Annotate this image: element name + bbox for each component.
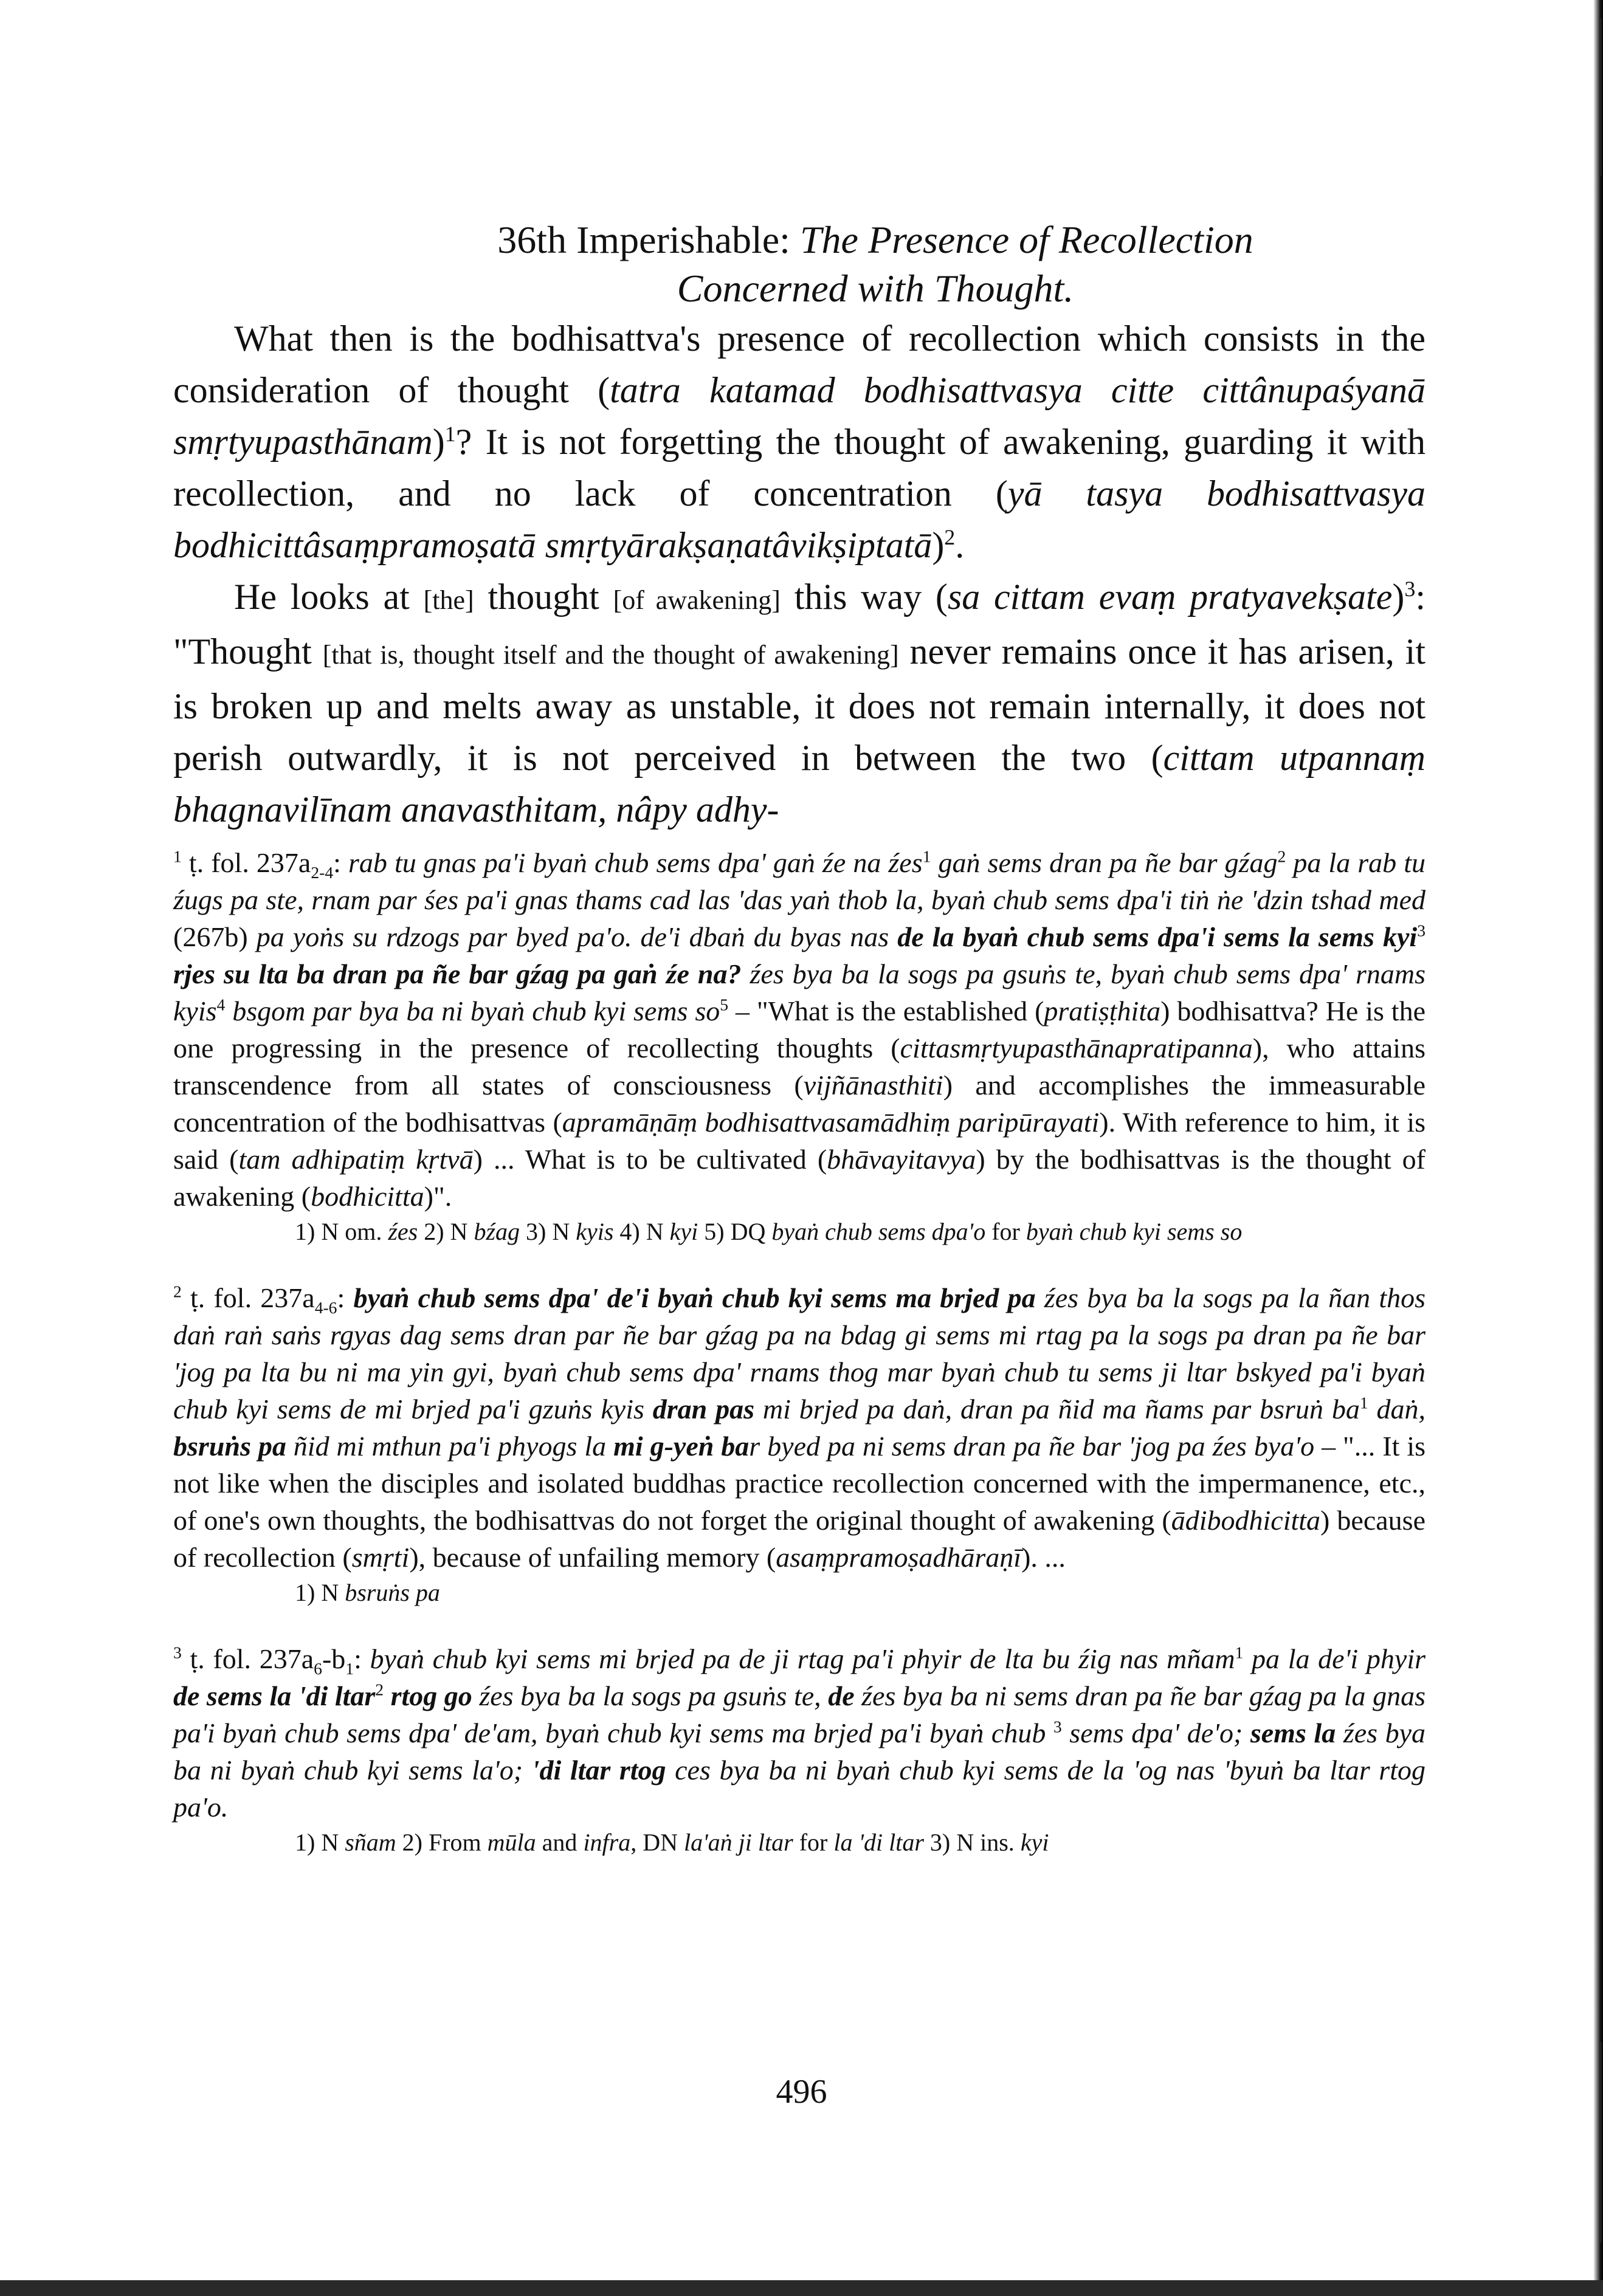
- footnote-3: $^3$ ṭ. fol. $237a_6-b_1$: byaṅ chub kyi sems mi brjed pa de ji rtag pa'i phyir de lta bu źig nas mñam$^1$ pa la de'i phyir de sems la 'di ltar$^2$ rtog go źes bya ba la sogs pa gsuṅs te, de źes bya ba ni sems dran pa ñe bar gźag pa la gnas pa'i byaṅ chub sems dpa' de'am, byaṅ chub kyi sems ma brjed pa'i byaṅ chub $^3$ sems dpa' de'o; sems la źes bya ba ni byaṅ chub kyi sems la'o; 'di ltar rtog ces bya ba ni byaṅ chub kyi sems de la 'og nas 'byuṅ ba ltar rtog pa'o. 1) N sñam 2) From mūla and infra, DN la'aṅ ji ltar for la 'di ltar 3) N ins. kyi: [173, 1640, 1425, 1860]
- footnote-3-variants: 1) N sñam 2) From mūla and infra, DN la'aṅ ji ltar for la 'di ltar 3) N ins. kyi: [295, 1829, 1049, 1856]
- scan-edge-mark: [1599, 18, 1602, 176]
- scan-bottom-strip: [0, 2280, 1603, 2296]
- page-number: 496: [776, 2073, 827, 2111]
- body-paragraph-2: He looks at [the] thought [of awakening] this way (sa cittam evaṃ pratyavekṣate)$^3$: "Thought [that is, thought itself and the thought of awakening] never remains once it has arisen, it is broken up and melts away as unstable, it does not remain internally, it does not perish outwardly, it is not perceived in between the two (cittam utpannaṃ bhagnavilīnam anavasthitam, nâpy adhy-: [173, 577, 1426, 830]
- heading-prefix: 36th Imperishable:: [497, 218, 800, 261]
- footnote-1: $^1$ ṭ. fol. $237a_{2-4}$: rab tu gnas pa'i byaṅ chub sems dpa' gaṅ źe na źes$^1$ gaṅ sems dran pa ñe bar gźag$^2$ pa la rab tu źugs pa ste, rnam par śes pa'i gnas thams cad las 'das yaṅ thob la, byaṅ chub sems dpa'i tiṅ ṅe 'dzin tshad med (267b) pa yoṅs su rdzogs par byed pa'o. de'i dbaṅ du byas nas de la byaṅ chub sems dpa'i sems la sems kyi$^3$ rjes su lta ba dran pa ñe bar gźag pa gaṅ źe na? źes bya ba la sogs pa gsuṅs te, byaṅ chub sems dpa' rnams kyis$^4$ bsgom par bya ba ni byaṅ chub kyi sems $so^5$ – "What is the established (pratiṣṭhita) bodhisattva? He is the one progressing in the presence of recollecting thoughts (cittasmṛtyupasthānapratipanna), who attains transcendence from all states of consciousness (vijñānasthiti) and accomplishes the immeasurable concentration of the bodhisattvas (apramāṇāṃ bodhisattvasamādhiṃ paripūrayati). With reference to him, it is said (tam adhipatiṃ kṛtvā) ... What is to be cultivated (bhāvayitavya) by the bodhisattvas is the thought of awakening (bodhicitta)". 1) N om. źes 2) N bźag 3) N kyis 4) N kyi 5) DQ byaṅ chub sems dpa'o for byaṅ chub kyi sems so: [173, 844, 1425, 1249]
- footnote-2-variants: 1) N bsruṅs pa: [295, 1579, 440, 1606]
- footnote-1-variants: 1) N om. źes 2) N bźag 3) N kyis 4) N kyi 5) DQ byaṅ chub sems dpa'o for byaṅ chub kyi sems so: [295, 1218, 1243, 1245]
- footnote-2: $^2$ ṭ. fol. $237a_{4-6}$: byaṅ chub sems dpa' de'i byaṅ chub kyi sems ma brjed pa źes bya ba la sogs pa la ñan thos daṅ raṅ saṅs rgyas dag sems dran par ñe bar gźag pa na bdag gi sems mi rtag pa la sogs pa dran pa ñe bar 'jog pa lta bu ni ma yin gyi, byaṅ chub sems dpa' rnams thog mar byaṅ chub tu sems ji ltar bskyed pa'i byaṅ chub kyi sems de mi brjed pa'i gzuṅs kyis dran pas mi brjed pa daṅ, dran pa ñid ma ñams par bsruṅ $ba^1$ daṅ, bsruṅs pa ñid mi mthun pa'i phyogs la mi g-yeṅ bar byed pa ni sems dran pa ñe bar 'jog pa źes bya'o – "... It is not like when the disciples and isolated buddhas practice recollection concerned with the impermanence, etc., of one's own thoughts, the bodhisattvas do not forget the original thought of awakening (ādibodhicitta) because of recollection (smṛti), because of unfailing memory (asaṃpramoṣadhāraṇī). ... 1) N bsruṅs pa: [173, 1279, 1425, 1610]
- heading-title: The Presence of Recollection: [799, 218, 1253, 261]
- section-heading: [173, 216, 1425, 313]
- heading-title-cont: Concerned with Thought.: [677, 267, 1074, 310]
- page-content: [173, 216, 1425, 1860]
- body-paragraph-1: What then is the bodhisattva's presence of recollection which consists in the consideration of thought (tatra katamad bodhisattvasya citte cittânupaśyanā smṛtyupasthānam)$^1$? It is not forgetting the thought of awakening, guarding it with recollection, and no lack of concentration (yā tasya bodhisattvasya bodhicittâsaṃpramoṣatā smṛtyārakṣaṇatâvikṣiptatā)$^2$.: [173, 318, 1425, 565]
- scan-edge-right: [1593, 0, 1603, 2296]
